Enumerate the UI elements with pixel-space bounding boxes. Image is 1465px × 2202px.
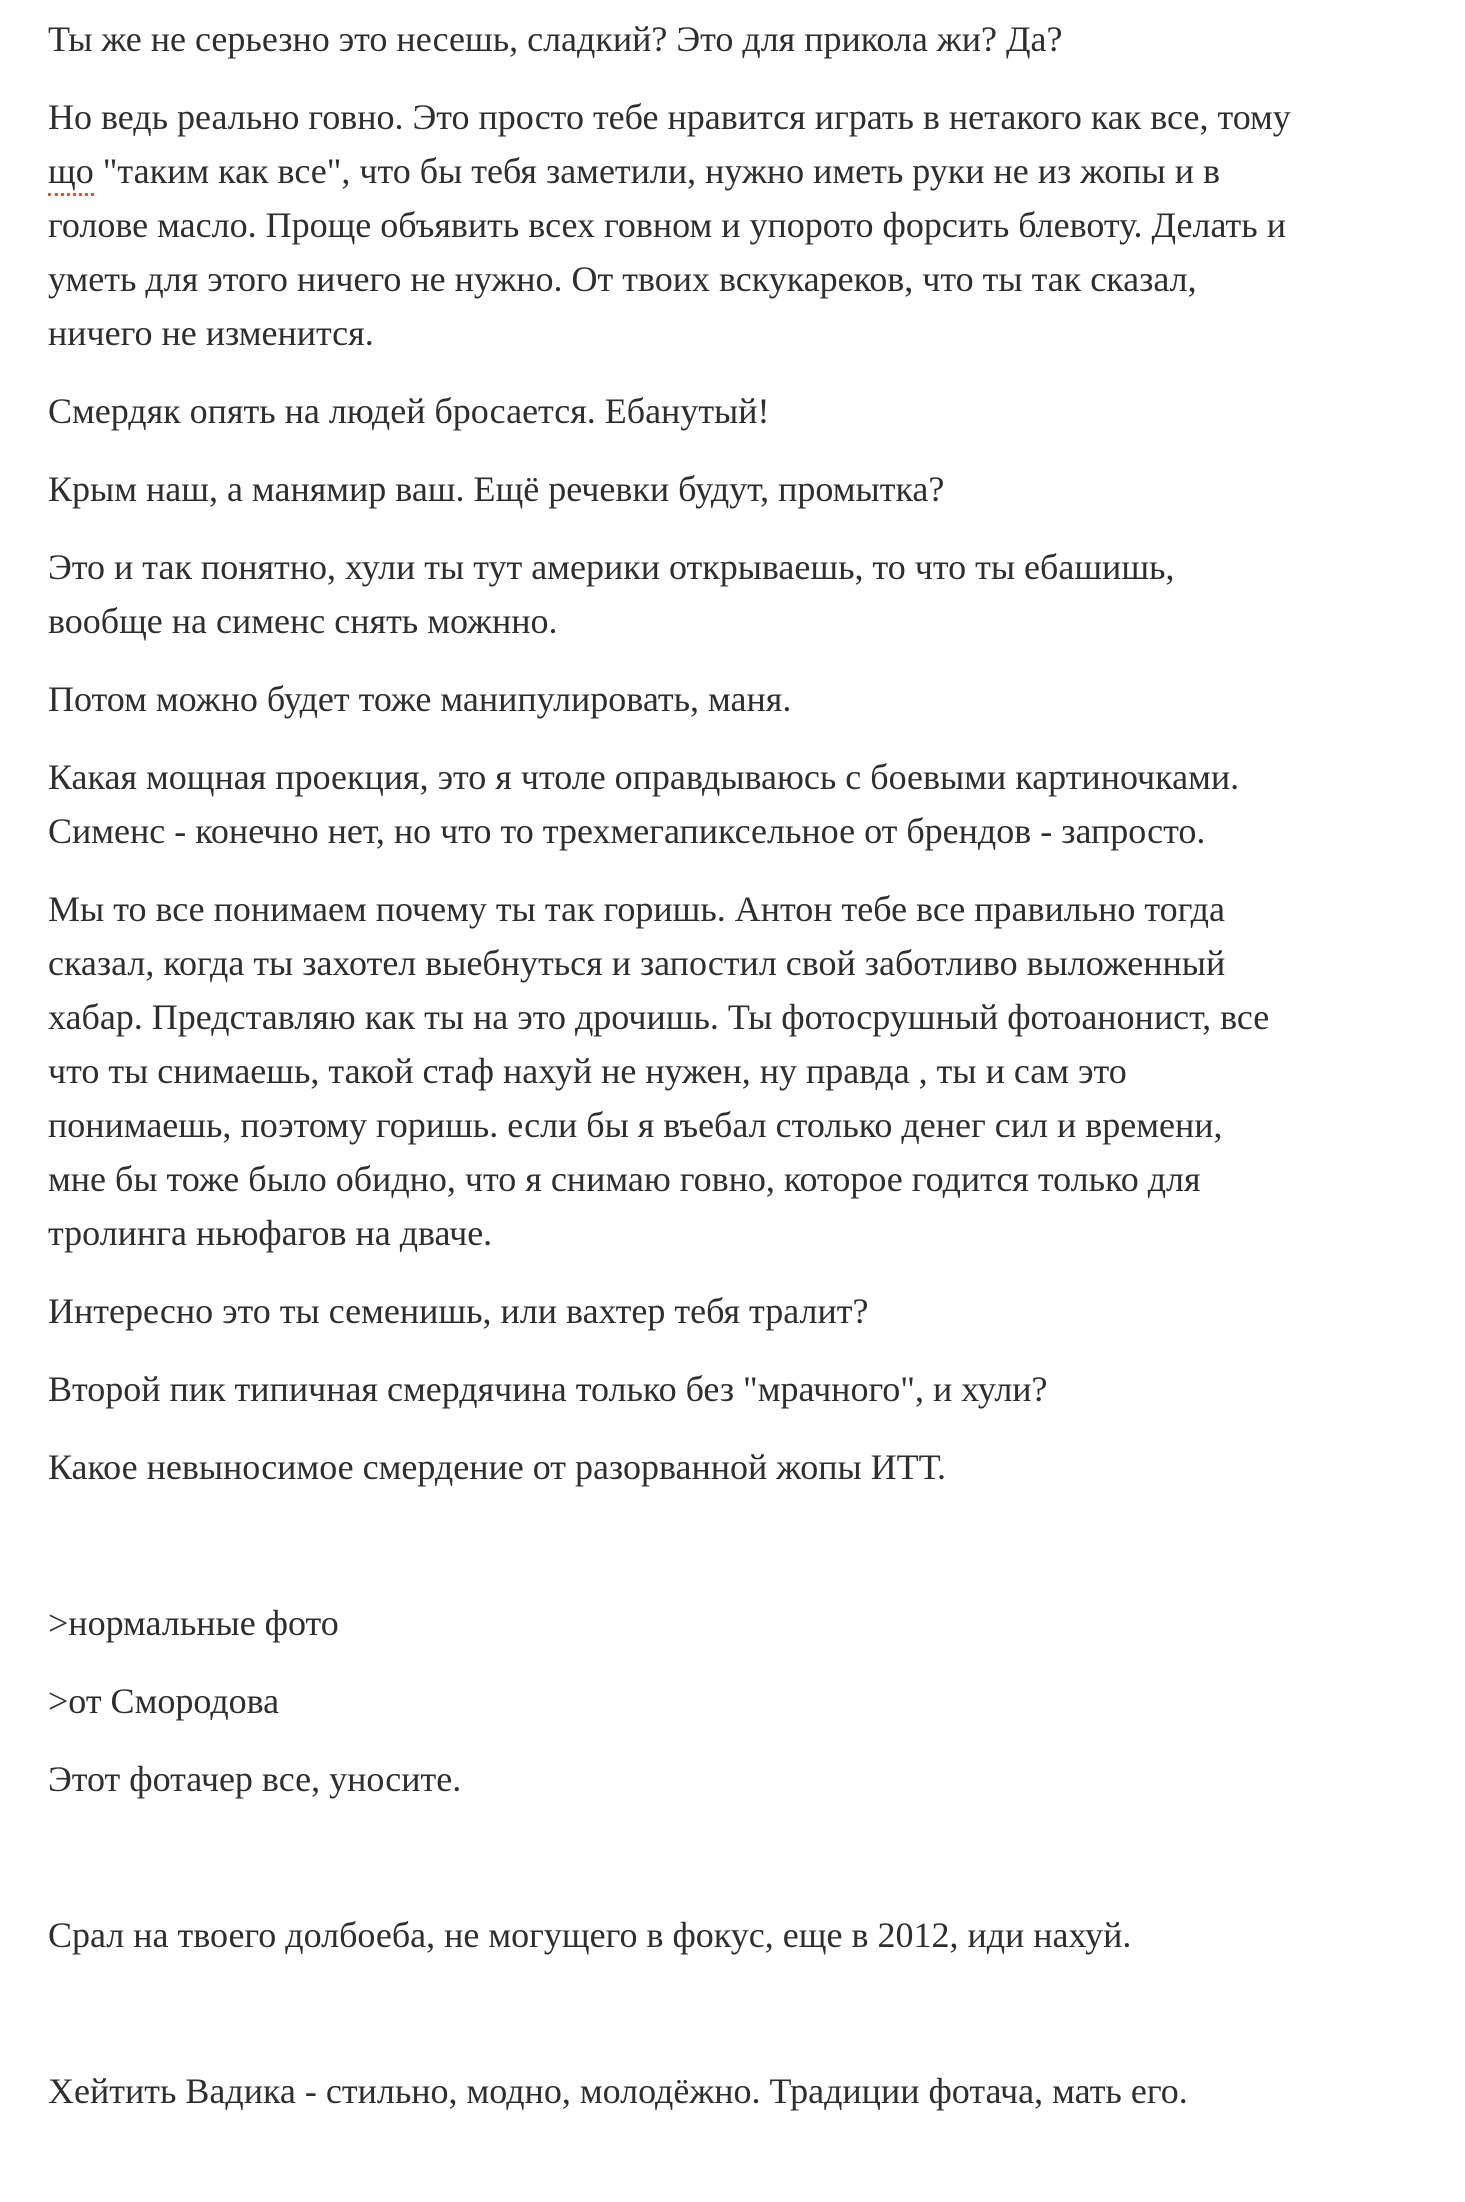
blank-line (48, 1518, 1447, 1572)
text-segment: сказал, когда ты захотел выебнуться и запостил свой заботливо выложенный (48, 943, 1226, 983)
text-segment: Это и так понятно, хули ты тут америки открываешь, то что ты ебашишь, (48, 547, 1175, 587)
blank-line (48, 1830, 1447, 1884)
text-segment: хабар. Представляю как ты на это дрочишь. Ты фотосрушный фотоанонист, все (48, 997, 1270, 1037)
text-segment: Хейтить Вадика - стильно, модно, молодёжно. Традиции фотача, мать его. (48, 2071, 1188, 2111)
paragraph (48, 1362, 1447, 1416)
text-line (48, 1908, 1447, 1962)
comment-list (48, 12, 1447, 2118)
text-segment: Мы то все понимаем почему ты так горишь. Антон тебе все правильно тогда (48, 889, 1225, 929)
text-segment: Интересно это ты семенишь, или вахтер тебя тралит? (48, 1291, 869, 1331)
text-segment: Какая мощная проекция, это я чтоле оправдываюсь с боевыми картиночками. (48, 757, 1240, 797)
blank-line (48, 1986, 1447, 2040)
text-line (48, 1206, 1447, 1260)
paragraph (48, 12, 1447, 66)
text-segment: мне бы тоже было обидно, что я снимаю говно, которое годится только для (48, 1159, 1201, 1199)
text-segment: вообще на сименс снять можнно. (48, 601, 558, 641)
text-line (48, 936, 1447, 990)
text-segment: >нормальные фото (48, 1603, 339, 1643)
text-segment: Второй пик типичная смердячина только без "мрачного", и хули? (48, 1369, 1048, 1409)
text-line (48, 384, 1447, 438)
paragraph (48, 672, 1447, 726)
paragraph (48, 1752, 1447, 1806)
paragraph (48, 384, 1447, 438)
text-segment: Срал на твоего долбоеба, не могущего в фокус, еще в 2012, иди нахуй. (48, 1915, 1132, 1955)
text-line (48, 144, 1447, 198)
text-line (48, 90, 1447, 144)
paragraph (48, 90, 1447, 360)
text-segment: Этот фотачер все, уносите. (48, 1759, 462, 1799)
text-segment: Какое невыносимое смердение от разорванной жопы ИТТ. (48, 1447, 947, 1487)
text-line (48, 1596, 1447, 1650)
text-line (48, 594, 1447, 648)
text-line (48, 1752, 1447, 1806)
text-line (48, 252, 1447, 306)
text-line (48, 1152, 1447, 1206)
text-segment: уметь для этого ничего не нужно. От твоих вскукареков, что ты так сказал, (48, 259, 1197, 299)
text-line (48, 198, 1447, 252)
text-segment: Ты же не серьезно это несешь, сладкий? Это для прикола жи? Да? (48, 19, 1063, 59)
text-line (48, 882, 1447, 936)
paragraph (48, 462, 1447, 516)
text-segment: голове масло. Проще объявить всех говном и упорото форсить блевоту. Делать и (48, 205, 1286, 245)
text-line (48, 750, 1447, 804)
text-line (48, 306, 1447, 360)
text-segment: Но ведь реально говно. Это просто тебе нравится играть в нетакого как все, тому (48, 97, 1291, 137)
text-line (48, 12, 1447, 66)
text-line (48, 1044, 1447, 1098)
text-line (48, 1284, 1447, 1338)
text-line (48, 804, 1447, 858)
paragraph (48, 750, 1447, 858)
paragraph (48, 1908, 1447, 1962)
text-segment: Смердяк опять на людей бросается. Ебанутый! (48, 391, 770, 431)
text-segment: Крым наш, а манямир ваш. Ещё речевки будут, промытка? (48, 469, 945, 509)
paragraph (48, 1284, 1447, 1338)
text-line (48, 2064, 1447, 2118)
text-line (48, 672, 1447, 726)
text-segment: >от Смородова (48, 1681, 280, 1721)
text-segment: что ты снимаешь, такой стаф нахуй не нужен, ну правда , ты и сам это (48, 1051, 1127, 1091)
text-line (48, 540, 1447, 594)
text-segment: "таким как все", что бы тебя заметили, нужно иметь руки не из жопы и в (93, 151, 1220, 191)
text-segment: Потом можно будет тоже манипулировать, маня. (48, 679, 792, 719)
paragraph (48, 1674, 1447, 1728)
paragraph (48, 1440, 1447, 1494)
paragraph (48, 1596, 1447, 1650)
text-line (48, 1362, 1447, 1416)
paragraph (48, 540, 1447, 648)
text-line (48, 1098, 1447, 1152)
text-line (48, 462, 1447, 516)
text-line (48, 990, 1447, 1044)
text-segment: тролинга ньюфагов на дваче. (48, 1213, 493, 1253)
text-segment: понимаешь, поэтому горишь. если бы я въебал столько денег сил и времени, (48, 1105, 1223, 1145)
paragraph (48, 2064, 1447, 2118)
text-segment: ничего не изменится. (48, 313, 374, 353)
text-line (48, 1440, 1447, 1494)
text-segment: Сименс - конечно нет, но что то трехмегапиксельное от брендов - запросто. (48, 811, 1206, 851)
misspelled-word: що (48, 151, 94, 196)
text-line (48, 1674, 1447, 1728)
paragraph (48, 882, 1447, 1260)
